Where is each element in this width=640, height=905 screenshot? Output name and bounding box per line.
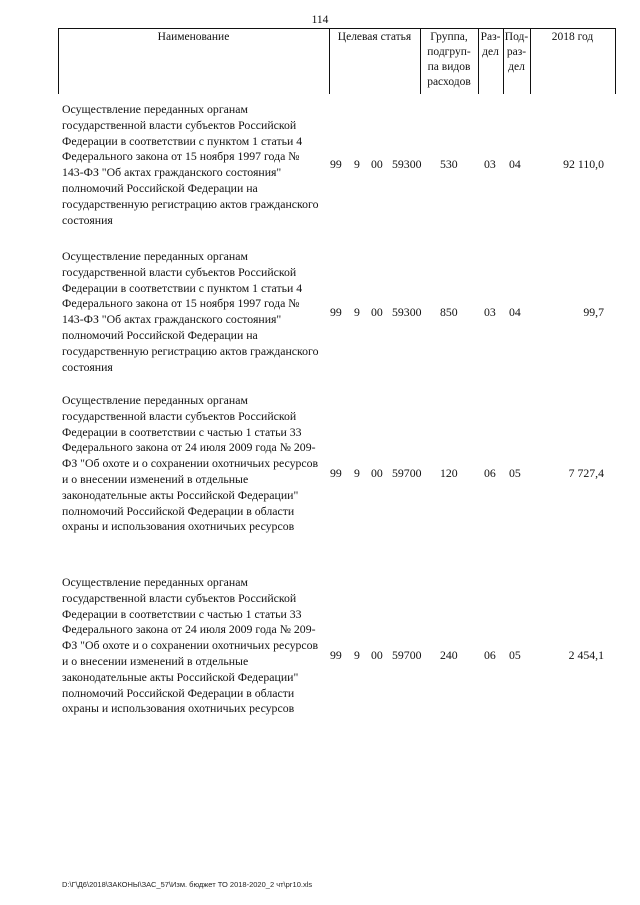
target-code-1: 99 [330, 305, 342, 319]
row-group: 240 [440, 648, 458, 662]
row-name: Осуществление переданных органам государственной власти субъектов Российской Федерации в соответствии с частью 1 статьи 33 Федерального закона от 24 июля 2009 года № 209-ФЗ "Об охоте и о сохранении охотничьих ресурсов и о внесении изменений в отдельные законодательные акты Российской Федерации" полномочий Российской Федерации в области охраны и использования охотничьих ресурсов [62, 575, 319, 716]
header-group-line: подгруп- [427, 46, 471, 58]
page-number: 114 [311, 14, 329, 26]
footer-file-path: D:\Г\Д6\2018\ЗАКОНЫ\ЗАС_57\Изм. бюджет ТО 2018-2020_2 чт\рг10.xls [62, 880, 313, 889]
target-code-3: 00 [371, 157, 383, 171]
header-group-line: расходов [427, 76, 471, 88]
header-name: Наименование [157, 31, 230, 43]
target-code-2: 9 [354, 157, 360, 171]
header-section-line: Раз- [480, 31, 501, 43]
row-name: Осуществление переданных органам государственной власти субъектов Российской Федерации в соответствии с пунктом 1 статьи 4 Федерального закона от 15 ноября 1997 года № 143-ФЗ "Об актах гражданского состояния" полномочий Российской Федерации на государственную регистрацию актов гражданского состояния [62, 249, 319, 374]
header-subsection-line: Под- [504, 31, 529, 43]
row-group: 120 [440, 466, 458, 480]
row-section: 06 [484, 648, 496, 662]
row-name: Осуществление переданных органам государственной власти субъектов Российской Федерации в соответствии с пунктом 1 статьи 4 Федерального закона от 15 ноября 1997 года № 143-ФЗ "Об актах гражданского состояния" полномочий Российской Федерации на государственную регистрацию актов гражданского состояния [62, 102, 319, 227]
header-subsection [503, 30, 530, 75]
target-code-4: 59700 [392, 648, 422, 662]
row-group: 850 [440, 305, 458, 319]
target-code-2: 9 [354, 305, 360, 319]
header-subsection-line: раз- [506, 46, 527, 58]
row-amount: 99,7 [583, 305, 604, 319]
row-section: 03 [484, 157, 496, 171]
header-section-line: дел [482, 46, 499, 58]
header-group [420, 30, 478, 90]
target-code-1: 99 [330, 157, 342, 171]
row-subsection: 05 [509, 466, 521, 480]
header-target: Целевая статья [337, 31, 412, 43]
header-year: 2018 год [551, 31, 594, 43]
header-divider [615, 28, 616, 94]
header-group-line: па видов [427, 61, 471, 73]
target-code-4: 59300 [392, 305, 422, 319]
header-section [478, 30, 503, 60]
target-code-3: 00 [371, 466, 383, 480]
row-amount: 2 454,1 [568, 648, 604, 662]
row-subsection: 04 [509, 157, 521, 171]
row-section: 06 [484, 466, 496, 480]
row-section: 03 [484, 305, 496, 319]
target-code-4: 59700 [392, 466, 422, 480]
row-subsection: 04 [509, 305, 521, 319]
row-amount: 92 110,0 [563, 157, 604, 171]
target-code-3: 00 [371, 648, 383, 662]
header-subsection-line: дел [508, 61, 525, 73]
header-top-border [58, 28, 616, 29]
header-group-line: Группа, [430, 31, 468, 43]
row-subsection: 05 [509, 648, 521, 662]
row-group: 530 [440, 157, 458, 171]
target-code-1: 99 [330, 466, 342, 480]
row-amount: 7 727,4 [568, 466, 604, 480]
target-code-2: 9 [354, 648, 360, 662]
target-code-3: 00 [371, 305, 383, 319]
target-code-2: 9 [354, 466, 360, 480]
target-code-4: 59300 [392, 157, 422, 171]
target-code-1: 99 [330, 648, 342, 662]
row-name: Осуществление переданных органам государственной власти субъектов Российской Федерации в соответствии с частью 1 статьи 33 Федерального закона от 24 июля 2009 года № 209-ФЗ "Об охоте и о сохранении охотничьих ресурсов и о внесении изменений в отдельные законодательные акты Российской Федерации" полномочий Российской Федерации в области охраны и использования охотничьих ресурсов [62, 393, 319, 534]
